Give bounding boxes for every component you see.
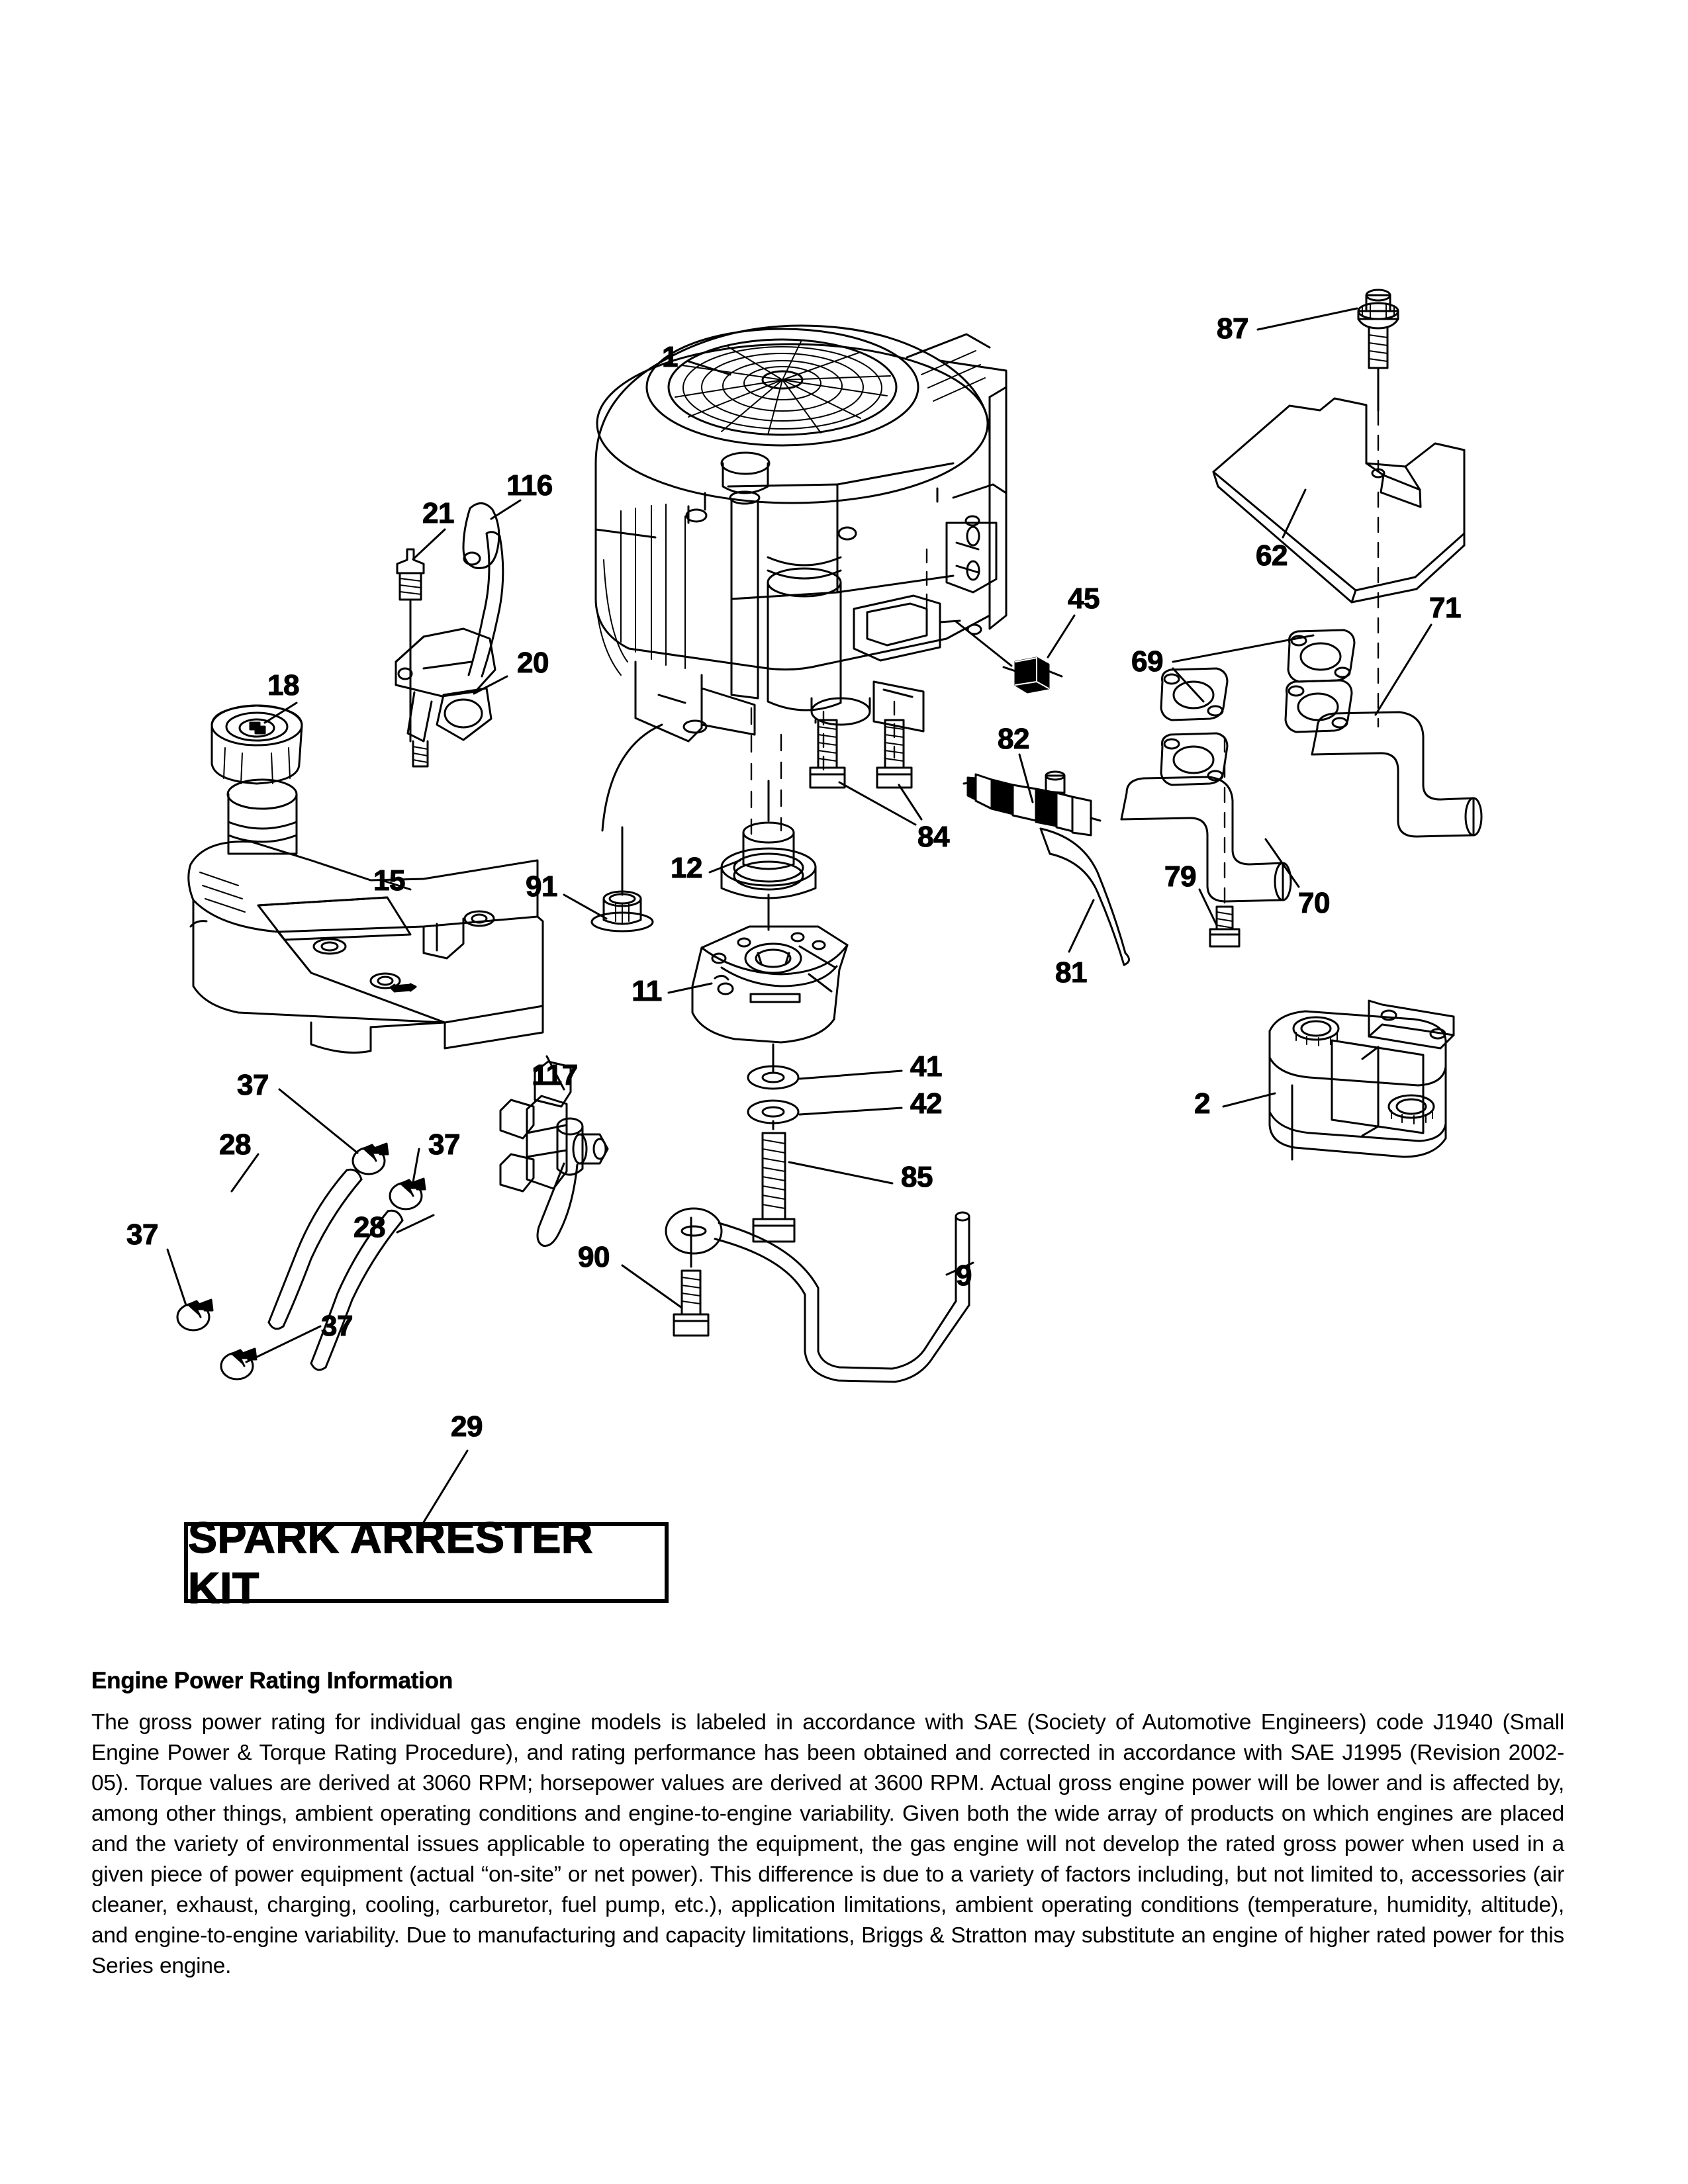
callout-29: 29 <box>451 1410 483 1443</box>
callout-91: 91 <box>526 870 557 903</box>
part-knob-116 <box>463 503 499 568</box>
spark-arrester-kit-label: SPARK ARRESTER KIT <box>188 1513 594 1612</box>
callout-9: 9 <box>956 1259 972 1292</box>
callout-90: 90 <box>578 1241 610 1273</box>
callout-1: 1 <box>662 341 678 373</box>
part-pulley-12 <box>722 781 816 930</box>
part-nut-45 <box>1004 658 1062 692</box>
callout-37-a: 37 <box>237 1069 269 1101</box>
callout-70: 70 <box>1298 887 1330 919</box>
part-muffler-2 <box>1270 1001 1454 1160</box>
part-screw-79 <box>1210 735 1239 946</box>
callout-69: 69 <box>1131 645 1163 678</box>
callout-20: 20 <box>517 647 549 679</box>
callout-82: 82 <box>998 723 1029 755</box>
callout-84: 84 <box>917 821 949 853</box>
callout-37-c: 37 <box>126 1218 158 1251</box>
notes-heading: Engine Power Rating Information <box>91 1668 453 1694</box>
callout-21: 21 <box>422 497 454 529</box>
callout-81: 81 <box>1055 956 1087 989</box>
callout-62: 62 <box>1256 539 1288 572</box>
part-rod-9 <box>666 1208 969 1382</box>
part-screw-84 <box>810 702 912 788</box>
part-bolt-85 <box>753 1121 794 1242</box>
callout-79: 79 <box>1164 860 1196 893</box>
callout-12: 12 <box>671 852 702 884</box>
callout-85: 85 <box>901 1161 933 1193</box>
callout-116: 116 <box>506 469 553 502</box>
callout-87: 87 <box>1217 312 1248 345</box>
callout-42: 42 <box>910 1087 942 1120</box>
part-fuel-pump-82 <box>964 772 1100 835</box>
part-screw-87 <box>1358 290 1398 410</box>
callout-2: 2 <box>1194 1087 1210 1120</box>
part-washer-42 <box>748 1101 798 1123</box>
callout-71: 71 <box>1429 592 1461 624</box>
part-clamp-37-d <box>221 1349 256 1379</box>
part-fuel-tank-15 <box>189 780 543 1052</box>
part-fuel-hose-81 <box>1041 829 1129 965</box>
callout-15: 15 <box>373 864 405 897</box>
part-clutch-11 <box>692 927 847 1072</box>
engine-power-rating-note <box>91 1668 1564 1981</box>
callout-37-b: 37 <box>428 1128 460 1161</box>
spark-arrester-kit-box <box>184 1513 669 1612</box>
engine-assembly <box>596 326 1006 834</box>
callout-45: 45 <box>1068 582 1100 615</box>
callout-37-d: 37 <box>321 1310 353 1342</box>
callout-117: 117 <box>532 1059 578 1091</box>
part-clamp-37-c <box>177 1300 212 1330</box>
notes-body: The gross power rating for individual gas engine models is labeled in accordance with SAE (Society of Automotive Engineers) code J1940 (Small Engine Power & Torque Rating Procedure), and rating performance has been obtained and corrected in accordance with SAE J1995 (Revision 2002-05). Torque values are derived at 3060 RPM; horsepower values are derived at 3600 RPM. Actual gross engine power will be lower and is affected by, among other things, ambient operating conditions and engine-to-engine variability. Given both the wide array of products on which engines are placed and the variety of environmental issues applicable to operating the equipment, the gas engine will not develop the rated gross power when used in a given piece of power equipment (actual “on-site” or net power). This difference is due to a variety of factors including, but not limited to, accessories (air cleaner, exhaust, charging, cooling, carburetor, fuel pump, etc.), application limitations, ambient operating conditions (temperature, humidity, altitude), and engine-to-engine variability. Due to manufacturing and capacity limitations, Briggs & Stratton may substitute an engine of higher rated power for this Series engine. <box>91 1710 1564 1978</box>
callout-18: 18 <box>267 669 299 702</box>
callout-28-b: 28 <box>353 1211 385 1244</box>
callout-41: 41 <box>910 1050 942 1083</box>
callout-11: 11 <box>632 975 662 1007</box>
part-fuel-line-28-upper <box>269 1169 361 1329</box>
part-fuel-cap-18 <box>212 705 302 784</box>
part-gasket-69 <box>1161 630 1354 785</box>
part-clamp-37-a <box>353 1144 388 1174</box>
callout-28-a: 28 <box>219 1128 251 1161</box>
part-clamp-37-b <box>390 1179 425 1209</box>
